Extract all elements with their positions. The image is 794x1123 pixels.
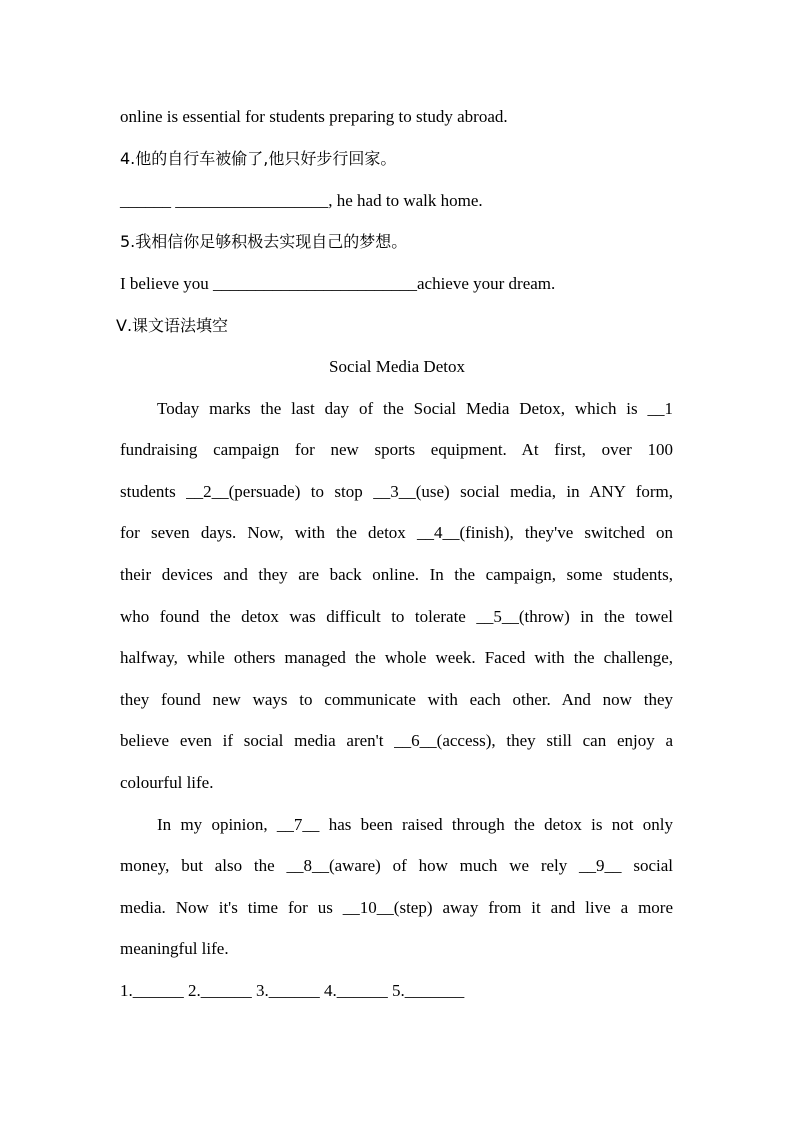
answer-line-5: I believe you ________________________achieve your dream.	[120, 274, 556, 293]
passage-line: fundraising campaign for new sports equipment. At first, over 100	[120, 440, 673, 459]
passage-line: colourful life.	[120, 773, 214, 792]
passage-line: believe even if social media aren't __6__(access), they still can enjoy a	[120, 731, 673, 750]
passage-line: Today marks the last day of the Social Media Detox, which is __1	[157, 399, 673, 418]
passage-line: In my opinion, __7__ has been raised through the detox is not only	[157, 815, 673, 834]
passage-line: they found new ways to communicate with each other. And now they	[120, 690, 673, 709]
answer-blanks: 1.______ 2.______ 3.______ 4.______ 5._______	[120, 981, 465, 1000]
text-line: online is essential for students preparing to study abroad.	[120, 107, 508, 126]
passage-line: students __2__(persuade) to stop __3__(use) social media, in ANY form,	[120, 482, 673, 501]
passage-line: halfway, while others managed the whole week. Faced with the challenge,	[120, 648, 673, 667]
passage-line: meaningful life.	[120, 939, 229, 958]
answer-line-4: ______ __________________, he had to walk home.	[120, 191, 483, 210]
passage-line: their devices and they are back online. In the campaign, some students,	[120, 565, 673, 584]
passage-line: who found the detox was difficult to tolerate __5__(throw) in the towel	[120, 607, 673, 626]
passage-line: for seven days. Now, with the detox __4__(finish), they've switched on	[120, 523, 673, 542]
passage-title: Social Media Detox	[329, 357, 465, 376]
section-heading: Ⅴ.课文语法填空	[116, 316, 229, 335]
passage-line: money, but also the __8__(aware) of how much we rely __9__ social	[120, 856, 673, 875]
chinese-prompt-4: 4.他的自行车被偷了,他只好步行回家。	[120, 149, 397, 168]
passage-line: media. Now it's time for us __10__(step) away from it and live a more	[120, 898, 673, 917]
chinese-prompt-5: 5.我相信你足够积极去实现自己的梦想。	[120, 232, 408, 251]
